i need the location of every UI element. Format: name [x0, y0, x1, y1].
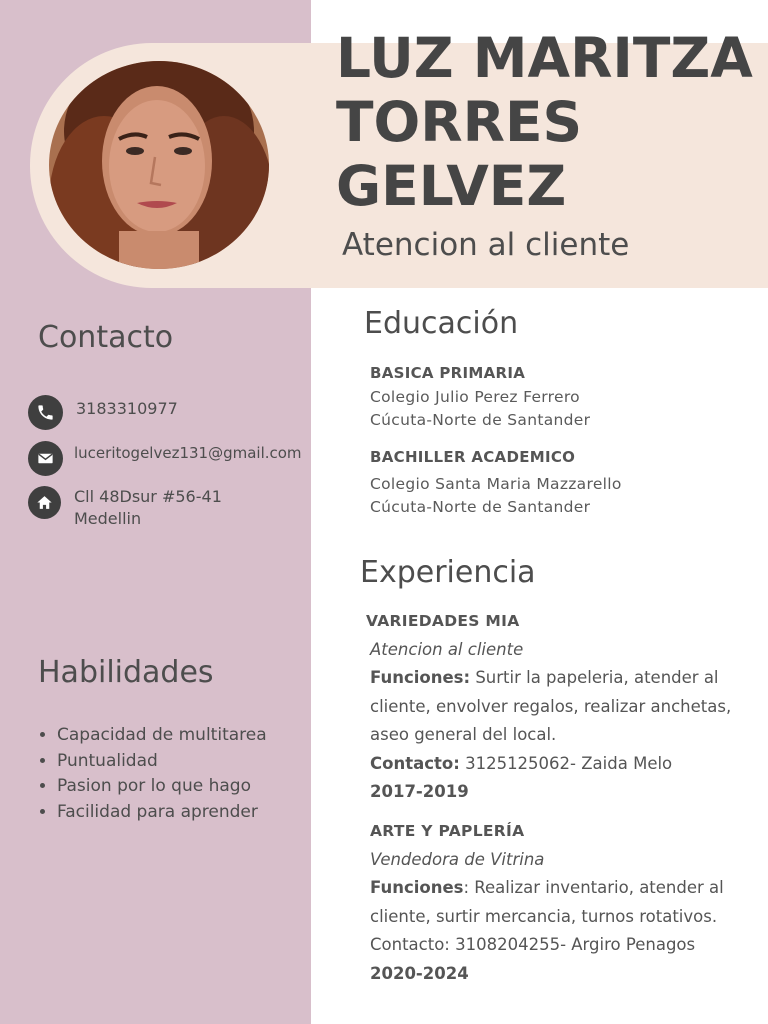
duties-label: Funciones:	[370, 668, 471, 687]
skill-item: • Capacidad de multitarea	[57, 723, 267, 749]
duties-value: Surtir la papeleria, atender al cliente, envolver regalos, realizar anchetas, aseo general del local.	[370, 668, 732, 744]
years-value: 2020-2024	[370, 963, 469, 983]
edu-location: Cúcuta-Norte de Santander	[370, 411, 591, 429]
candidate-name	[336, 26, 766, 218]
email-address: luceritogelvez131@gmail.com	[74, 444, 302, 462]
company-name: VARIEDADES MIA	[366, 612, 520, 630]
position-title: Atencion al cliente	[370, 639, 524, 659]
duties-value: : Realizar inventario, atender al cliente, surtir mercancia, turnos rotativos.	[370, 878, 724, 926]
contact-phone	[28, 395, 178, 430]
mail-icon	[28, 441, 63, 476]
skill-item: • Pasion por lo que hago	[57, 774, 267, 800]
contact-address	[28, 486, 222, 530]
home-icon	[28, 486, 61, 519]
address-line-2: Medellin	[74, 509, 142, 528]
profile-photo	[49, 61, 269, 269]
edu-school: Colegio Santa Maria Mazzarello	[370, 475, 622, 493]
duties-label: Funciones	[370, 878, 464, 897]
contact-email	[28, 441, 302, 476]
years-value: 2017-2019	[370, 782, 469, 801]
company-name: ARTE Y PAPLERÍA	[370, 822, 525, 840]
phone-number: 3183310977	[76, 399, 178, 418]
reference-contact: Contacto: 3108204255- Argiro Penagos	[370, 935, 696, 954]
duties-text	[370, 874, 750, 931]
skills-list	[38, 723, 267, 825]
educacion-title: Educación	[364, 306, 519, 341]
contact-label: Contacto:	[370, 753, 460, 773]
address-line-1: Cll 48Dsur #56-41	[74, 487, 222, 506]
years	[370, 778, 746, 807]
name-line-3: GELVEZ	[336, 154, 567, 218]
duties-text	[370, 664, 746, 750]
experience-entry	[370, 817, 750, 988]
reference-contact	[370, 750, 746, 779]
edu-school: Colegio Julio Perez Ferrero	[370, 388, 580, 406]
years	[370, 960, 750, 989]
edu-heading: BASICA PRIMARIA	[370, 364, 526, 382]
skill-item: • Facilidad para aprender	[57, 800, 267, 826]
contact-value: 3125125062- Zaida Melo	[459, 753, 673, 773]
name-line-1: LUZ MARITZA	[336, 26, 753, 90]
job-role: Atencion al cliente	[342, 227, 630, 263]
position-title: Vendedora de Vitrina	[370, 849, 545, 869]
edu-location: Cúcuta-Norte de Santander	[370, 498, 591, 516]
name-line-2: TORRES	[336, 90, 583, 154]
contacto-title: Contacto	[38, 320, 174, 355]
edu-heading: BACHILLER ACADEMICO	[370, 448, 576, 466]
phone-icon	[28, 395, 63, 430]
experience-entry	[366, 607, 746, 807]
address-text	[74, 486, 222, 530]
experiencia-title: Experiencia	[360, 555, 536, 590]
habilidades-title: Habilidades	[38, 655, 214, 690]
skill-item: • Puntualidad	[57, 749, 267, 775]
